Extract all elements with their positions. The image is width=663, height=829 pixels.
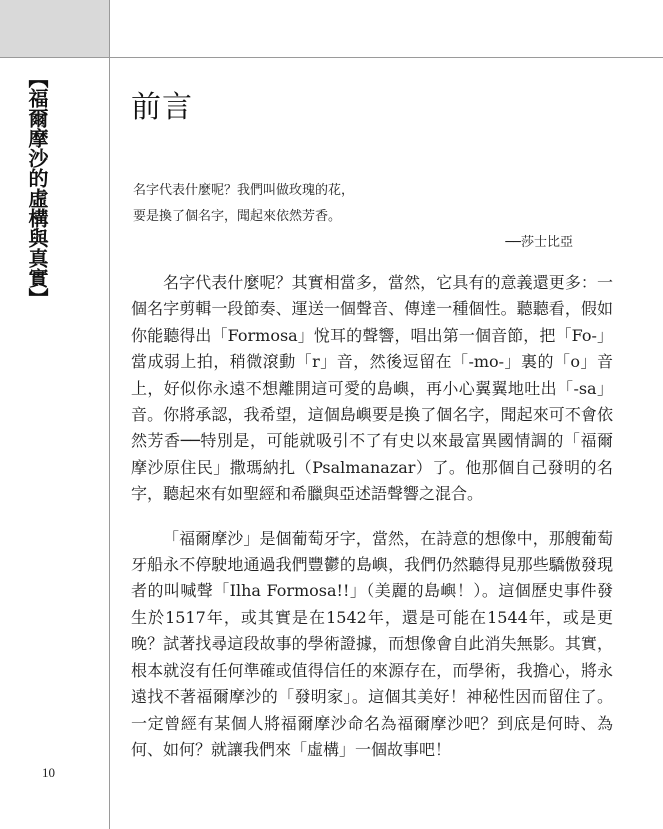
margin-rule <box>109 0 110 829</box>
page-number: 10 <box>42 765 55 780</box>
paragraph: 名字代表什麼呢？其實相當多，當然，它具有的意義還更多：一個名字剪輯一段節奏、運送一個聲音、傳達一種個性。聽聽看，假如你能聽得出「Formosa」悅耳的聲響，唱出第一個音節，把「Fo-」當成弱上拍，稍微滾動「r」音，然後逗留在「-mo-」裏的「o」音上，好似你永遠不想離開這可愛的島嶼，再小心翼翼地吐出「-sa」音。你將承認，我希望，這個島嶼要是換了個名字，聞起來可不會依然芳香──特別是，可能就吸引不了有史以來最富異國情調的「福爾摩沙原住民」撒瑪納扎（Psalmanazar）了。他那個自己發明的名字，聽起來有如聖經和希臘與亞述語聲響之混合。 <box>131 273 613 504</box>
header-rule <box>0 57 663 58</box>
chapter-title: 前言 <box>131 90 193 125</box>
epigraph-line: 要是換了個名字，聞起來依然芳香。 <box>133 209 342 224</box>
epigraph <box>133 178 603 256</box>
paragraph: 「福爾摩沙」是個葡萄牙字，當然，在詩意的想像中，那艘葡萄牙船永不停駛地通過我們豐鬱的島嶼，我們仍然聽得見那些驕傲發現者的叫喊聲「Ilha Formosa!!」（美麗的島嶼！）。這個歷史事件發生於1517年，或其實是在1542年，還是可能在1544年，或是更晚？試著找尋這段故事的學術證據，而想像會自此消失無影。其實，根本就沒有任何準確或值得信任的來源存在，而學術，我擔心，將永遠找不著福爾摩沙的「發明家」。這個其美好！神秘性因而留住了。 一定曾經有某個人將福爾摩沙命名為福爾摩沙吧？到底是何時、為何、如何？就讓我們來「虛構」一個故事吧！ <box>131 528 613 759</box>
epigraph-attribution: ──莎士比亞 <box>505 235 573 250</box>
body-text <box>131 270 613 763</box>
header-corner-block <box>0 0 109 57</box>
epigraph-line: 名字代表什麼呢？我們叫做玫瑰的花， <box>133 183 355 198</box>
running-title: 【福爾摩沙的虛構與真實】 <box>25 68 49 308</box>
